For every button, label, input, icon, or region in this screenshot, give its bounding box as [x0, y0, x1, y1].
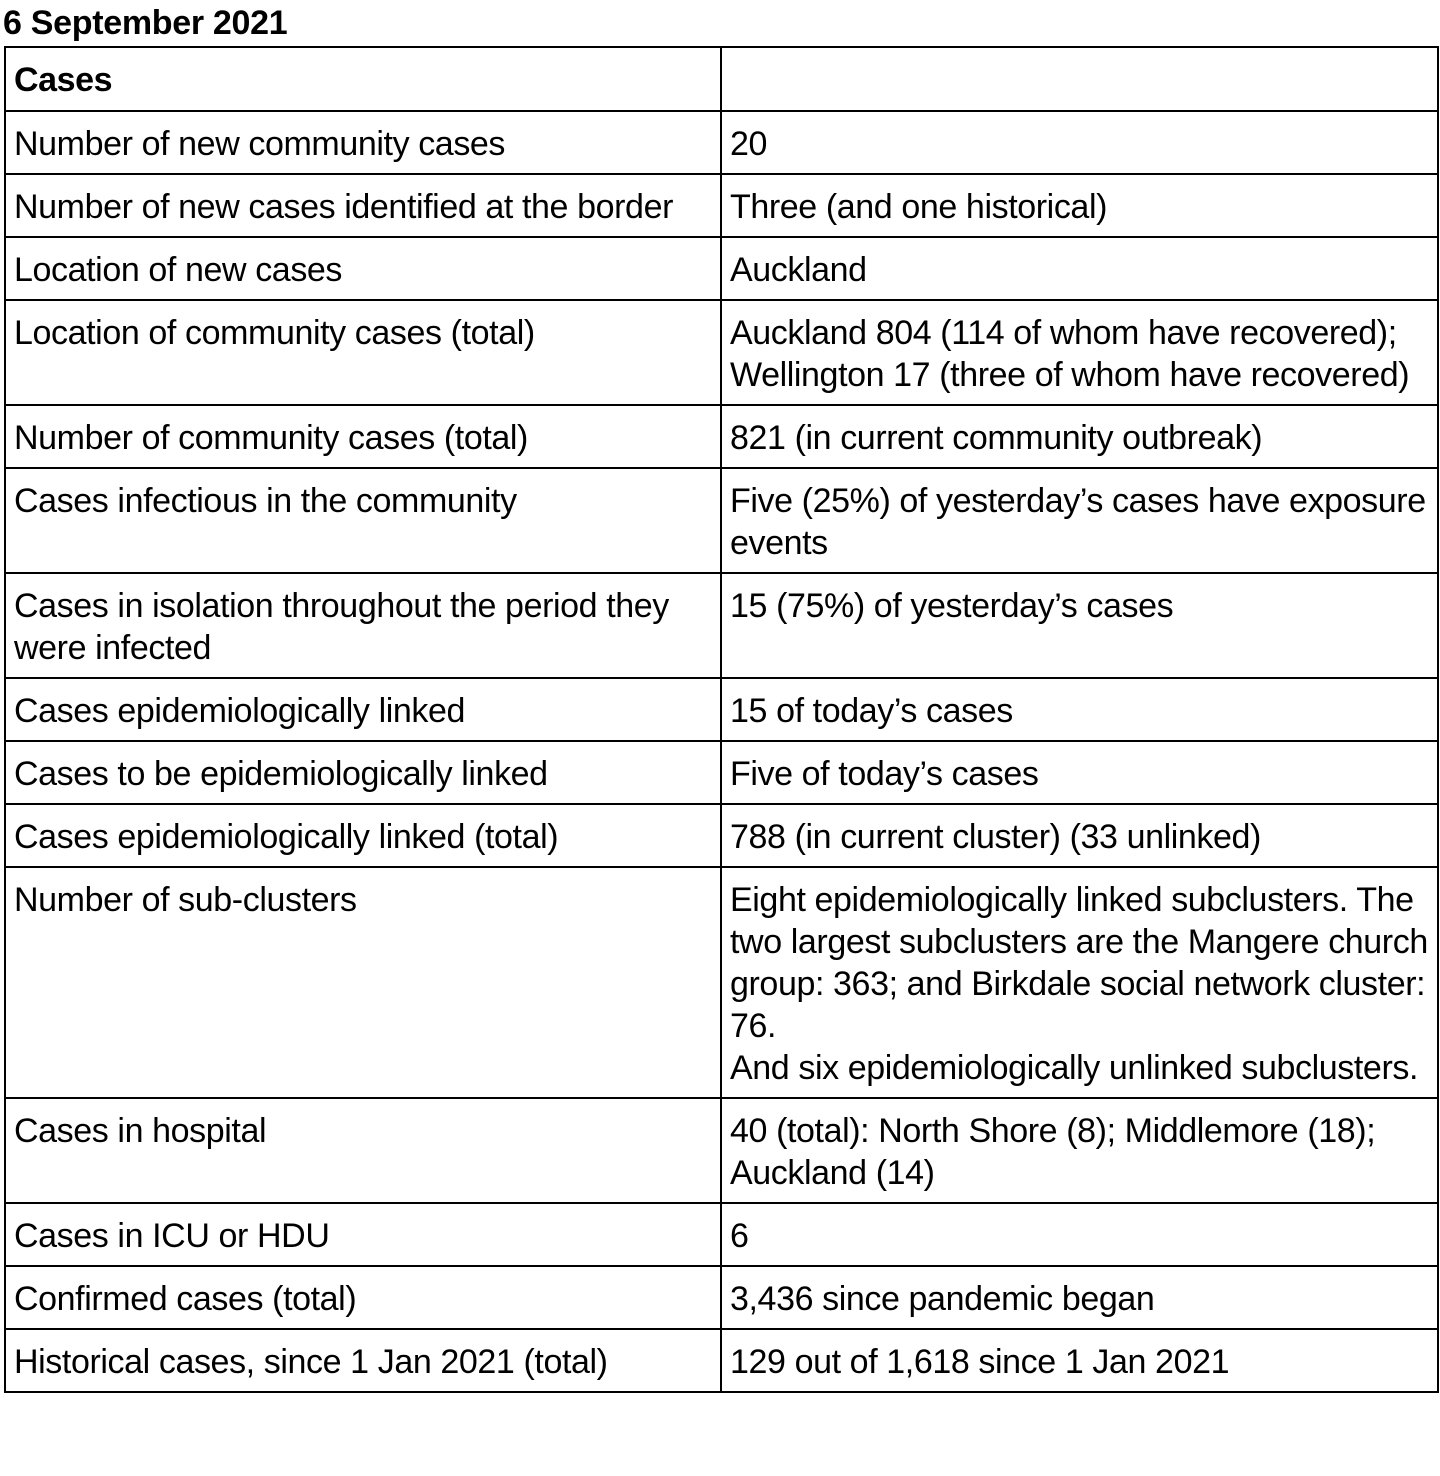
page-title: 6 September 2021 [3, 4, 288, 42]
table-header-label: Cases [5, 47, 721, 111]
row-value: 20 [721, 111, 1438, 174]
table-row [5, 468, 1438, 573]
table-row [5, 1266, 1438, 1329]
row-label: Number of new cases identified at the border [5, 174, 721, 237]
table-row [5, 741, 1438, 804]
row-label: Historical cases, since 1 Jan 2021 (total) [5, 1329, 721, 1392]
row-value: 15 (75%) of yesterday’s cases [721, 573, 1438, 678]
row-label: Cases epidemiologically linked [5, 678, 721, 741]
row-value: 40 (total): North Shore (8); Middlemore (18); Auckland (14) [721, 1098, 1438, 1203]
table-row [5, 1098, 1438, 1203]
row-value: 821 (in current community outbreak) [721, 405, 1438, 468]
table-header-value [721, 47, 1438, 111]
table-row [5, 405, 1438, 468]
table-row [5, 1203, 1438, 1266]
row-value: Auckland 804 (114 of whom have recovered); Wellington 17 (three of whom have recovered) [721, 300, 1438, 405]
row-label: Location of community cases (total) [5, 300, 721, 405]
row-value: Five (25%) of yesterday’s cases have exposure events [721, 468, 1438, 573]
row-label: Location of new cases [5, 237, 721, 300]
table-header-row [5, 47, 1438, 111]
table-row [5, 573, 1438, 678]
table-row [5, 867, 1438, 1098]
row-label: Confirmed cases (total) [5, 1266, 721, 1329]
row-label: Number of sub-clusters [5, 867, 721, 1098]
row-value: 788 (in current cluster) (33 unlinked) [721, 804, 1438, 867]
table-row [5, 174, 1438, 237]
row-label: Cases infectious in the community [5, 468, 721, 573]
table-row [5, 300, 1438, 405]
row-value-line: And six epidemiologically unlinked subclusters. [730, 1049, 1419, 1087]
row-value: Three (and one historical) [721, 174, 1438, 237]
row-value: Five of today’s cases [721, 741, 1438, 804]
row-label: Cases in hospital [5, 1098, 721, 1203]
row-value: 6 [721, 1203, 1438, 1266]
row-value [721, 867, 1438, 1098]
row-value-line: Eight epidemiologically linked subclusters. The two largest subclusters are the Mangere church group: 363; and Birkdale social network cluster: 76. [730, 881, 1428, 1045]
row-value: Auckland [721, 237, 1438, 300]
table-row [5, 1329, 1438, 1392]
table-row [5, 111, 1438, 174]
table-row [5, 804, 1438, 867]
cases-table [4, 46, 1439, 1393]
table-row [5, 237, 1438, 300]
row-value: 129 out of 1,618 since 1 Jan 2021 [721, 1329, 1438, 1392]
row-label: Cases in isolation throughout the period they were infected [5, 573, 721, 678]
row-value: 15 of today’s cases [721, 678, 1438, 741]
row-label: Cases in ICU or HDU [5, 1203, 721, 1266]
row-label: Number of community cases (total) [5, 405, 721, 468]
table-row [5, 678, 1438, 741]
row-label: Cases epidemiologically linked (total) [5, 804, 721, 867]
row-label: Cases to be epidemiologically linked [5, 741, 721, 804]
row-value: 3,436 since pandemic began [721, 1266, 1438, 1329]
row-label: Number of new community cases [5, 111, 721, 174]
